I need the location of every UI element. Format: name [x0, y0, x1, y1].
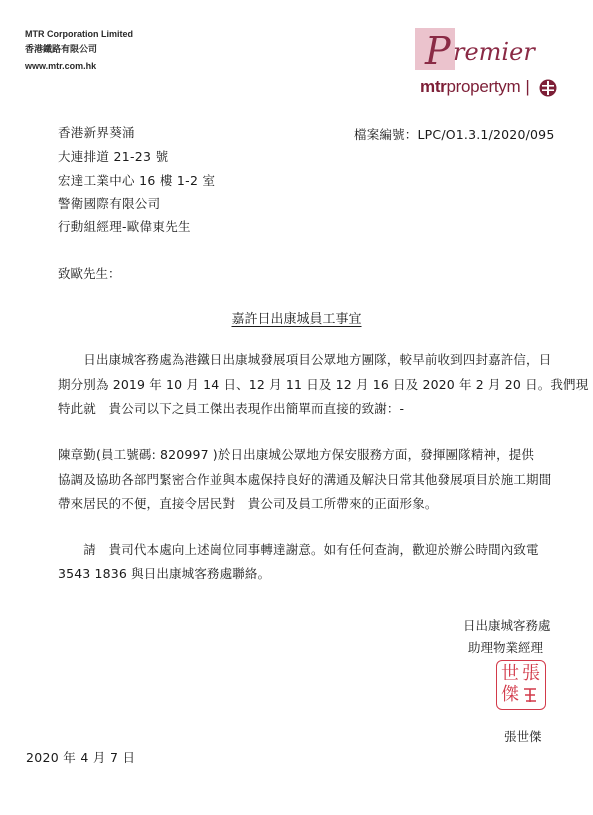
brand-separator: |: [525, 77, 530, 96]
recipient-line-1: 香港新界葵涌: [58, 125, 135, 140]
mtr-logo-icon: [538, 78, 558, 98]
recipient-line-4: 警衛國際有限公司: [58, 196, 161, 211]
subject-text: 嘉許日出康城員工事宜: [231, 312, 362, 327]
paragraph-1-line-1: 日出康城客務處為港鐵日出康城發展項目公眾地方團隊，較早前收到四封嘉許信，日: [58, 352, 552, 367]
svg-text:P: P: [425, 29, 451, 73]
premier-logo: [413, 22, 563, 74]
recipient-line-2: 大連排道 21-23 號: [58, 149, 169, 164]
seal-char-3: 傑: [501, 684, 519, 705]
company-website: www.mtr.com.hk: [25, 61, 97, 71]
paragraph-2-line-3: 帶來居民的不便，直接令居民對 貴公司及員工所帶來的正面形象。: [58, 496, 438, 511]
letter-subject: [0, 308, 593, 327]
svg-text:remier: remier: [453, 38, 535, 66]
paragraph-2-line-2: 協調及協助各部門緊密合作並與本處保持良好的溝通及解決日常其他發展項目於施工期間: [58, 472, 552, 487]
paragraph-3-line-2: 3543 1836 與日出康城客務處聯絡。: [58, 566, 271, 581]
seal-char-1: 世: [501, 663, 519, 684]
recipient-line-3: 宏達工業中心 16 樓 1-2 室: [58, 173, 216, 188]
company-name-en: MTR Corporation Limited: [25, 29, 133, 39]
signatory-name: 張世傑: [504, 729, 542, 744]
brand-prefix: mtr: [420, 77, 447, 96]
paragraph-3-line-1: 請 貴司代本處向上述崗位同事轉達謝意。如有任何查詢，歡迎於辦公時間內致電: [58, 542, 539, 557]
paragraph-2-line-1: 陳章勤(員工號碼: 820997 )於日出康城公眾地方保安服務方面，發揮團隊精神，提供: [58, 447, 535, 462]
name-seal: [496, 660, 546, 710]
mtr-property-brand: [420, 77, 534, 97]
file-reference: 檔案編號：LPC/O1.3.1/2020/095: [354, 127, 555, 142]
company-name-zh: 香港鐵路有限公司: [25, 45, 98, 55]
salutation: 致歐先生：: [58, 266, 121, 281]
paragraph-1-line-2: 期分別為 2019 年 10 月 14 日、12 月 11 日及 12 月 16 日及 2020 年 2 月 20 日。我們現: [58, 377, 589, 392]
paragraph-1-line-3: 特此就 貴公司以下之員工傑出表現作出簡單而直接的致謝：-: [58, 401, 405, 416]
letter-date: 2020 年 4 月 7 日: [26, 750, 136, 765]
signature-title: 助理物業經理: [468, 640, 544, 655]
recipient-line-5: 行動組經理-歐偉東先生: [58, 219, 191, 234]
seal-char-2: 張: [522, 663, 540, 684]
seal-decoration-icon: [521, 685, 541, 705]
brand-suffix: propertym: [446, 77, 521, 96]
signature-office: 日出康城客務處: [463, 618, 551, 633]
